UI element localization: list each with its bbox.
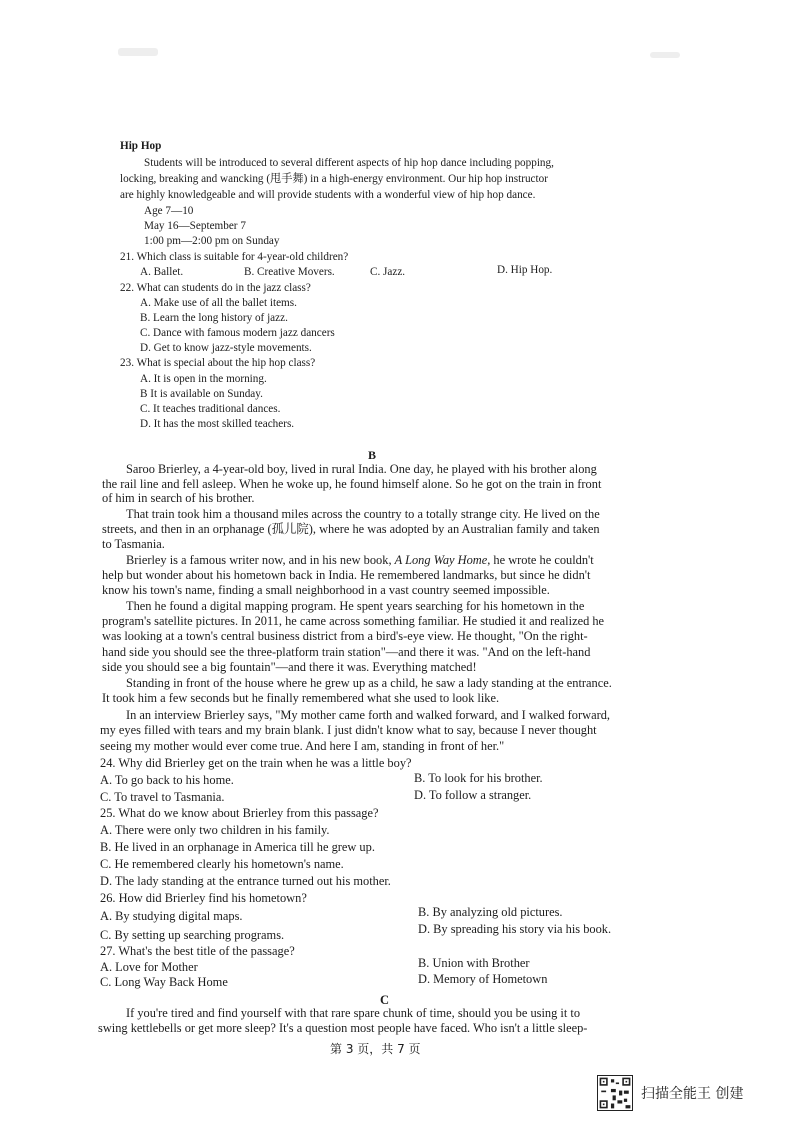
scan-smudge — [650, 52, 680, 58]
hiphop-age: Age 7—10 — [144, 205, 194, 217]
passage-b-line: program's satellite pictures. In 2011, he came across something familiar. He studied it and realized he — [102, 614, 605, 628]
hiphop-desc-line: locking, breaking and wancking (甩手舞) in a high-energy environment. Our hip hop instructor — [120, 173, 548, 185]
q25-option: B. He lived in an orphanage in America till he grew up. — [100, 840, 375, 854]
q27-option-b: B. Union with Brother — [418, 956, 530, 970]
passage-b-line: the rail line and fell asleep. When he woke up, he found himself alone. So he got on the train in front — [102, 477, 602, 491]
passage-b-line: In an interview Brierley says, "My mother came forth and walked forward, and I walked forward, — [126, 708, 610, 722]
hiphop-time: 1:00 pm—2:00 pm on Sunday — [144, 235, 280, 247]
question-24-stem: 24. Why did Brierley get on the train when he was a little boy? — [100, 756, 412, 770]
q27-option-a: A. Love for Mother — [100, 960, 198, 974]
q23-option: A. It is open in the morning. — [140, 373, 267, 385]
passage-b-line: Standing in front of the house where he grew up as a child, he saw a lady standing at the entrance. — [126, 676, 612, 690]
q25-option: D. The lady standing at the entrance turned out his mother. — [100, 874, 391, 888]
section-c-heading: C — [380, 993, 390, 1007]
passage-b-line: It took him a few seconds but he finally remembered what she used to look like. — [102, 691, 500, 705]
section-b-heading: B — [368, 448, 377, 462]
passage-b-line: seeing my mother would ever come true. And here I am, standing in front of her." — [100, 739, 505, 753]
page-number: 第 3 页，共 7 页 — [330, 1042, 421, 1056]
q26-option-c: C. By setting up searching programs. — [100, 928, 285, 942]
scan-smudge — [118, 48, 158, 56]
question-21-stem: 21. Which class is suitable for 4-year-old children? — [120, 251, 349, 263]
q22-option: A. Make use of all the ballet items. — [140, 297, 297, 309]
passage-b-text: , he wrote he couldn't — [487, 553, 594, 567]
passage-b-line: of him in search of his brother. — [102, 491, 255, 505]
q23-option: C. It teaches traditional dances. — [140, 403, 281, 415]
question-22-stem: 22. What can students do in the jazz class? — [120, 282, 311, 294]
watermark-text: 扫描全能王 创建 — [641, 1086, 744, 1102]
question-25-stem: 25. What do we know about Brierley from this passage? — [100, 806, 379, 820]
q24-option-a: A. To go back to his home. — [100, 773, 234, 787]
q21-option-d: D. Hip Hop. — [497, 264, 553, 276]
q24-option-c: C. To travel to Tasmania. — [100, 790, 225, 804]
q25-option: C. He remembered clearly his hometown's name. — [100, 857, 344, 871]
hiphop-desc-line: Students will be introduced to several different aspects of hip hop dance including popping, — [144, 157, 554, 169]
hiphop-desc-line: are highly knowledgeable and will provide students with a wonderful view of hip hop dance. — [120, 189, 536, 201]
passage-b-line: Saroo Brierley, a 4-year-old boy, lived in rural India. One day, he played with his brother along — [126, 462, 597, 476]
passage-b-line: Then he found a digital mapping program. He spent years searching for his hometown in the — [126, 599, 585, 613]
q24-option-d: D. To follow a stranger. — [414, 788, 532, 802]
passage-b-line: was looking at a town's central business district from a bird's-eye view. He thought, "On the right- — [102, 629, 588, 643]
passage-b-line: streets, and then in an orphanage (孤儿院), where he was adopted by an Australian family and taken — [102, 522, 600, 536]
q26-option-d: D. By spreading his story via his book. — [418, 922, 612, 936]
passage-c-line: If you're tired and find yourself with that rare spare chunk of time, should you be using it to — [126, 1006, 581, 1020]
passage-b-text: Brierley is a famous writer now, and in his new book, — [126, 553, 395, 567]
hiphop-dates: May 16—September 7 — [144, 220, 246, 232]
passage-b-line — [126, 553, 594, 567]
passage-b-line: side you should see a big fountain"—and there it was. Everything matched! — [102, 660, 477, 674]
passage-b-line: know his town's name, finding a small neighborhood in a vast country seemed impossible. — [102, 583, 550, 597]
passage-b-line: That train took him a thousand miles across the country to a totally strange city. He lived on the — [126, 507, 600, 521]
q21-option-a: A. Ballet. — [140, 266, 184, 278]
q27-option-c: C. Long Way Back Home — [100, 975, 228, 989]
q25-option: A. There were only two children in his family. — [100, 823, 330, 837]
q21-option-b: B. Creative Movers. — [244, 266, 335, 278]
question-27-stem: 27. What's the best title of the passage? — [100, 944, 295, 958]
q26-option-a: A. By studying digital maps. — [100, 909, 243, 923]
question-26-stem: 26. How did Brierley find his hometown? — [100, 891, 307, 905]
passage-c-line: swing kettlebells or get more sleep? It's a question most people have faced. Who isn't a little sleep- — [98, 1021, 588, 1035]
q23-option: D. It has the most skilled teachers. — [140, 418, 295, 430]
q22-option: C. Dance with famous modern jazz dancers — [140, 327, 335, 339]
q27-option-d: D. Memory of Hometown — [418, 972, 548, 986]
scanner-watermark — [597, 1075, 777, 1111]
q22-option: B. Learn the long history of jazz. — [140, 312, 288, 324]
passage-b-line: hand side you should see the three-platform train station"—and there it was. "And on the left-hand — [102, 645, 591, 659]
passage-b-line: to Tasmania. — [102, 537, 165, 551]
book-title: A Long Way Home — [394, 553, 488, 567]
passage-b-line: my eyes filled with tears and my brain blank. I just didn't know what to say, because I never thought — [100, 723, 597, 737]
hiphop-title: Hip Hop — [120, 140, 162, 152]
passage-b-line: help but wonder about his hometown back in India. He remembered landmarks, but since he didn't — [102, 568, 591, 582]
q26-option-b: B. By analyzing old pictures. — [418, 905, 563, 919]
q23-option: B It is available on Sunday. — [140, 388, 263, 400]
q22-option: D. Get to know jazz-style movements. — [140, 342, 312, 354]
qr-code-icon — [597, 1075, 633, 1111]
question-23-stem: 23. What is special about the hip hop class? — [120, 357, 316, 369]
q21-option-c: C. Jazz. — [370, 266, 406, 278]
q24-option-b: B. To look for his brother. — [414, 771, 543, 785]
